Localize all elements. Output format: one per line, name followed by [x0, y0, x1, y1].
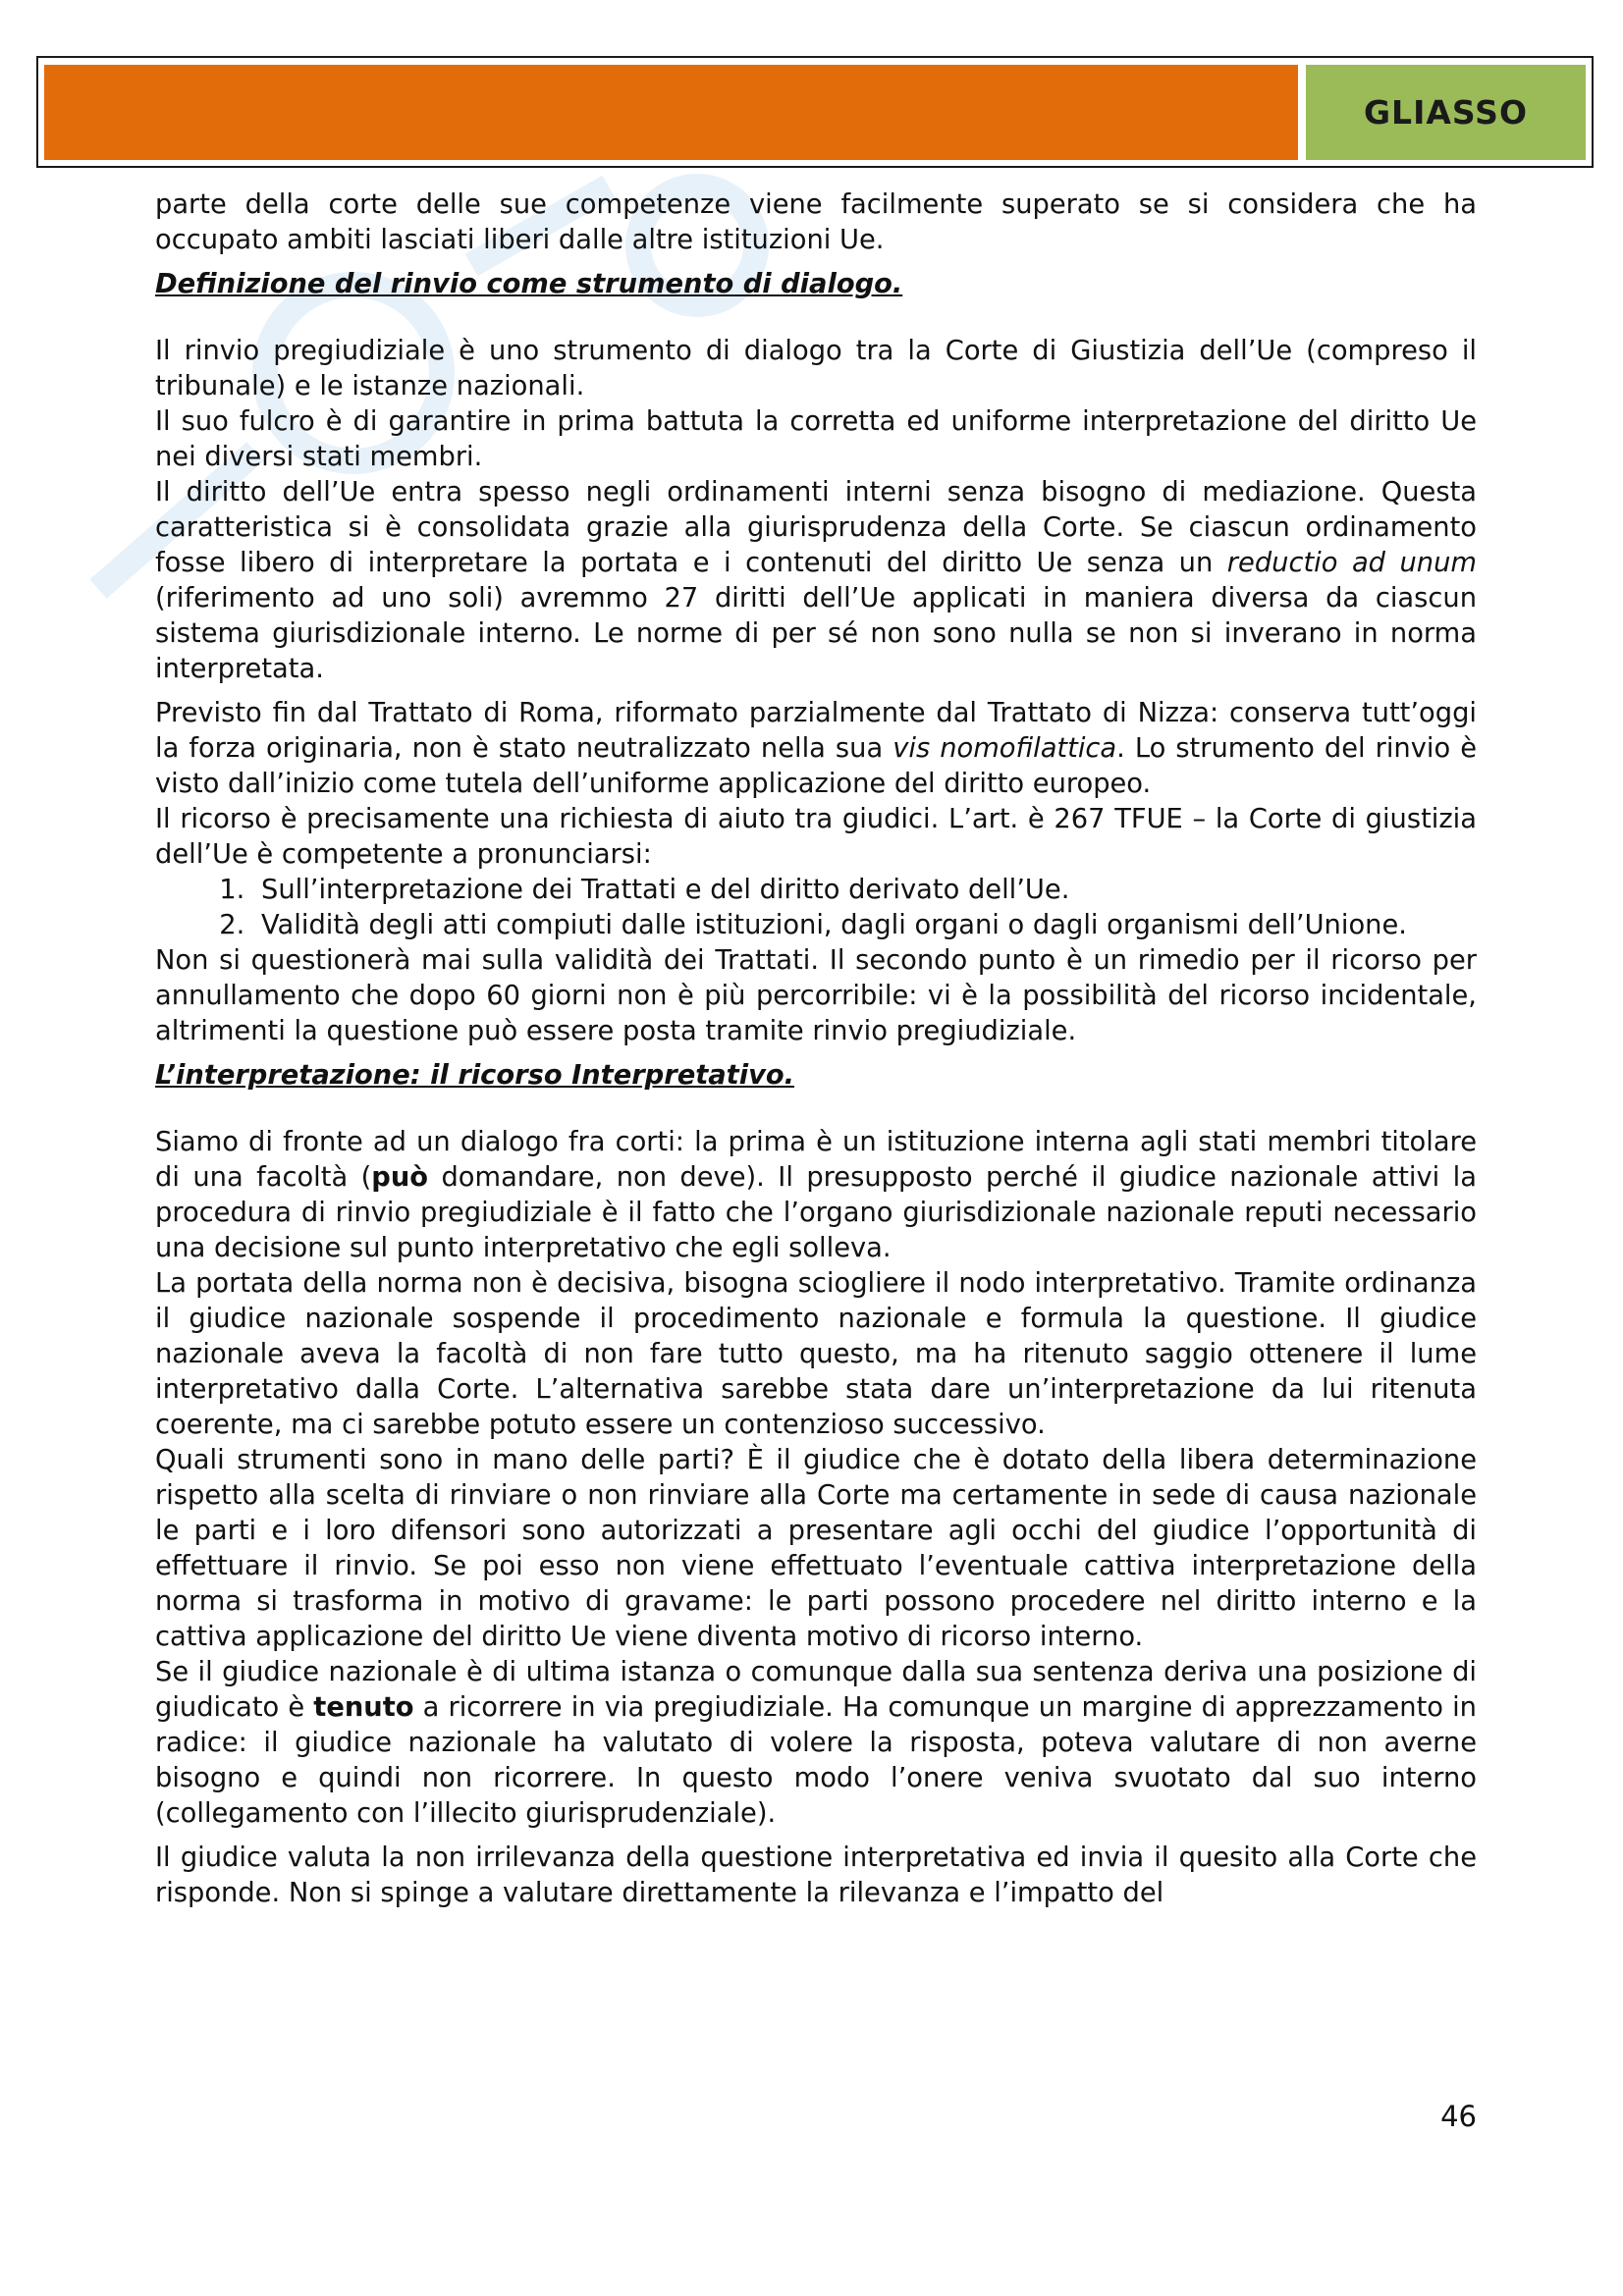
document-body [155, 187, 1477, 1911]
paragraph: Il giudice valuta la non irrilevanza della questione interpretativa ed invia il quesito alla Corte che risponde. Non si spinge a valutare direttamente la rilevanza e l’impatto del [155, 1842, 1477, 1908]
header-accent-bar [44, 65, 1298, 160]
paragraph: Quali strumenti sono in mano delle parti? È il giudice che è dotato della libera determinazione rispetto alla scelta di rinviare o non rinviare alla Corte ma certamente in sede di causa nazionale le parti e i loro difensori sono autorizzati a presentare agli occhi del giudice l’opportunità di effettuare il rinvio. Se poi esso non viene effettuato l’eventuale cattiva interpretazione della norma si trasforma in motivo di gravame: le parti possono procedere nel diritto interno e la cattiva applicazione del diritto Ue viene diventa motivo di ricorso interno. [155, 1445, 1477, 1652]
page-number: 46 [1440, 2100, 1477, 2133]
paragraph: Se il giudice nazionale è di ultima istanza o comunque dalla sua sentenza deriva una posizione di giudicato è tenuto a ricorrere in via pregiudiziale. Ha comunque un margine di apprezzamento in radice: il giudice nazionale ha valutato di volere la risposta, poteva valutare di non averne bisogno e quindi non ricorrere. In questo modo l’onere veniva svuotato dal suo interno (collegamento con l’illecito giurisprudenziale). [155, 1657, 1477, 1829]
paragraph: Non si questionerà mai sulla validità dei Trattati. Il secondo punto è un rimedio per il ricorso per annullamento che dopo 60 giorni non è più percorribile: vi è la possibilità del ricorso incidentale, altrimenti la questione può essere posta tramite rinvio pregiudiziale. [155, 945, 1477, 1046]
paragraph: Il ricorso è precisamente una richiesta di aiuto tra giudici. L’art. è 267 TFUE – la Corte di giustizia dell’Ue è competente a pronunciarsi: [155, 804, 1477, 870]
paragraph: parte della corte delle sue competenze viene facilmente superato se si considera che ha occupato ambiti lasciati liberi dalle altre istituzioni Ue. [155, 189, 1477, 255]
paragraph: Siamo di fronte ad un dialogo fra corti: la prima è un istituzione interna agli stati membri titolare di una facoltà (può domandare, non deve). Il presupposto perché il giudice nazionale attivi la procedura di rinvio pregiudiziale è il fatto che l’organo giurisdizionale nazionale reputi necessario una decisione sul punto interpretativo che egli solleva. [155, 1127, 1477, 1263]
paragraph: Il rinvio pregiudiziale è uno strumento di dialogo tra la Corte di Giustizia dell’Ue (compreso il tribunale) e le istanze nazionali. [155, 336, 1477, 401]
header-brand: GLIASSO [1363, 93, 1529, 132]
paragraph: Previsto fin dal Trattato di Roma, riformato parzialmente dal Trattato di Nizza: conserva tutt’oggi la forza originaria, non è stato neutralizzato nella sua vis nomofilattica. Lo strumento del rinvio è visto dall’inizio come tutela dell’uniforme applicazione del diritto europeo. [155, 698, 1477, 799]
numbered-list [155, 873, 1477, 943]
list-item: 1. Sull’interpretazione dei Trattati e del diritto derivato dell’Ue. [253, 873, 1477, 908]
paragraph: Il diritto dell’Ue entra spesso negli ordinamenti interni senza bisogno di mediazione. Questa caratteristica si è consolidata grazie alla giurisprudenza della Corte. Se ciascun ordinamento fosse libero di interpretare la portata e i contenuti del diritto Ue senza un reductio ad unum (riferimento ad uno soli) avremmo 27 diritti dell’Ue applicati in maniera diversa da ciascun sistema giurisdizionale interno. Le norme di per sé non sono nulla se non si inverano in norma interpretata. [155, 477, 1477, 684]
list-item: 2. Validità degli atti compiuti dalle istituzioni, dagli organi o dagli organismi dell’Unione. [253, 908, 1477, 943]
section-heading: L’interpretazione: il ricorso Interpretativo. [155, 1060, 794, 1091]
paragraph: Il suo fulcro è di garantire in prima battuta la corretta ed uniforme interpretazione del diritto Ue nei diversi stati membri. [155, 406, 1477, 472]
paragraph: La portata della norma non è decisiva, bisogna sciogliere il nodo interpretativo. Tramite ordinanza il giudice nazionale sospende il procedimento nazionale e formula la questione. Il giudice nazionale aveva la facoltà di non fare tutto questo, ma ha ritenuto saggio ottenere il lume interpretativo dalla Corte. L’alternativa sarebbe stata dare un’interpretazione da lui ritenuta coerente, ma ci sarebbe potuto essere un contenzioso successivo. [155, 1268, 1477, 1440]
section-heading: Definizione del rinvio come strumento di dialogo. [155, 269, 903, 299]
